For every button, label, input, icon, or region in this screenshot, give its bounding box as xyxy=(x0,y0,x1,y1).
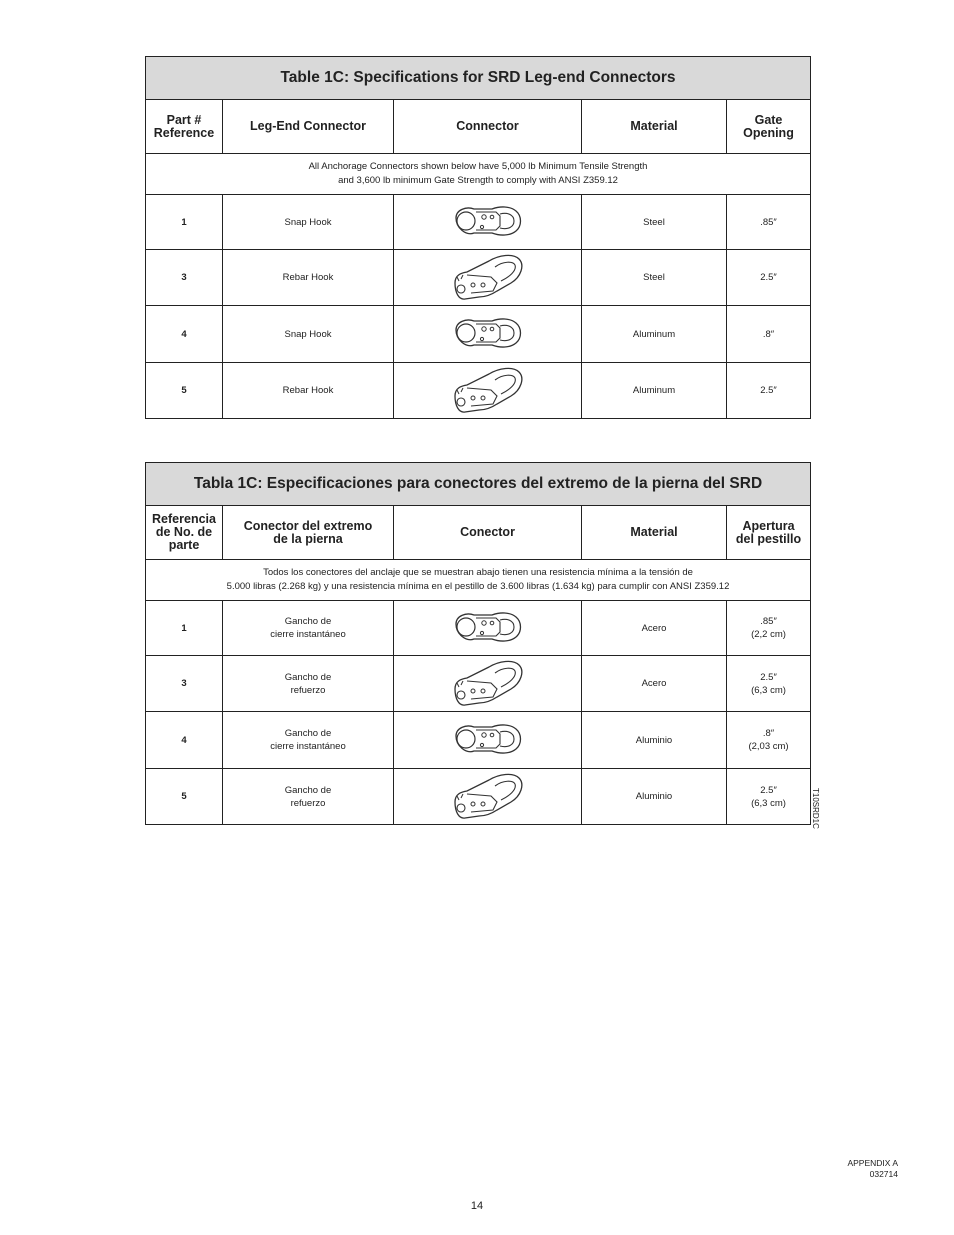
part-reference: 3 xyxy=(146,250,223,306)
gate-opening: .85″ xyxy=(727,195,811,250)
rebar-hook-steel-image xyxy=(394,250,582,306)
table-row xyxy=(146,601,811,656)
table-note: All Anchorage Connectors shown below have 5,000 lb Minimum Tensile Strength and 3,600 lb minimum Gate Strength to comply with ANSI Z359.12 xyxy=(146,154,811,195)
rebar-hook-aluminum-image xyxy=(394,363,582,419)
part-reference: 4 xyxy=(146,712,223,769)
table-row xyxy=(146,306,811,363)
appendix-title: APPENDIX A xyxy=(847,1158,898,1168)
table-row xyxy=(146,656,811,712)
table-note: Todos los conectores del anclaje que se muestran abajo tienen una resistencia mínima a la tensión de 5.000 libras (2.268 kg) y una resistencia mínima en el pestillo de 3.600 libras (1.634 kg) para cumplir con ANSI Z359.12 xyxy=(146,560,811,601)
material: Acero xyxy=(582,656,727,712)
table-row xyxy=(146,712,811,769)
material: Aluminum xyxy=(582,363,727,419)
connector-name: Rebar Hook xyxy=(223,250,394,306)
specs-table-english xyxy=(145,56,811,419)
appendix-code: 032714 xyxy=(869,1169,898,1179)
col-header-leg-end-connector: Leg-End Connector xyxy=(223,100,394,154)
gate-opening: 2.5″ (6,3 cm) xyxy=(727,769,811,825)
part-reference: 5 xyxy=(146,769,223,825)
part-reference: 5 xyxy=(146,363,223,419)
snap-hook-steel-image xyxy=(394,601,582,656)
snap-hook-steel-image xyxy=(394,195,582,250)
material: Steel xyxy=(582,195,727,250)
connector-name: Rebar Hook xyxy=(223,363,394,419)
table-title: Table 1C: Specifications for SRD Leg-end Connectors xyxy=(146,57,811,100)
figure-code-text: T10SRD1C xyxy=(811,788,820,829)
page-number: 14 xyxy=(470,1200,484,1212)
specs-table-spanish xyxy=(145,462,811,825)
snap-hook-aluminum-image xyxy=(394,712,582,769)
connector-name: Gancho de refuerzo xyxy=(223,656,394,712)
part-reference: 4 xyxy=(146,306,223,363)
col-header-material: Material xyxy=(582,506,727,560)
snap-hook-aluminum-image xyxy=(394,306,582,363)
col-header-gate-opening: Gate Opening xyxy=(727,100,811,154)
col-header-part-reference: Part # Reference xyxy=(146,100,223,154)
material: Aluminio xyxy=(582,769,727,825)
connector-name: Gancho de cierre instantáneo xyxy=(223,712,394,769)
gate-opening: .8″ (2,03 cm) xyxy=(727,712,811,769)
connector-name: Gancho de refuerzo xyxy=(223,769,394,825)
col-header-part-reference: Referencia de No. de parte xyxy=(146,506,223,560)
table-row xyxy=(146,769,811,825)
col-header-material: Material xyxy=(582,100,727,154)
table-title: Tabla 1C: Especificaciones para conectores del extremo de la pierna del SRD xyxy=(146,463,811,506)
part-reference: 1 xyxy=(146,601,223,656)
gate-opening: 2.5″ (6,3 cm) xyxy=(727,656,811,712)
gate-opening: 2.5″ xyxy=(727,363,811,419)
material: Steel xyxy=(582,250,727,306)
rebar-hook-steel-image xyxy=(394,656,582,712)
material: Aluminum xyxy=(582,306,727,363)
table-row xyxy=(146,363,811,419)
figure-code xyxy=(806,788,824,828)
col-header-gate-opening: Apertura del pestillo xyxy=(727,506,811,560)
appendix-label xyxy=(847,1158,898,1180)
connector-name: Snap Hook xyxy=(223,195,394,250)
gate-opening: .8″ xyxy=(727,306,811,363)
material: Acero xyxy=(582,601,727,656)
col-header-connector: Conector xyxy=(394,506,582,560)
part-reference: 3 xyxy=(146,656,223,712)
connector-name: Gancho de cierre instantáneo xyxy=(223,601,394,656)
material: Aluminio xyxy=(582,712,727,769)
table-row xyxy=(146,250,811,306)
table-row xyxy=(146,195,811,250)
part-reference: 1 xyxy=(146,195,223,250)
gate-opening: .85″ (2,2 cm) xyxy=(727,601,811,656)
rebar-hook-aluminum-image xyxy=(394,769,582,825)
connector-name: Snap Hook xyxy=(223,306,394,363)
col-header-leg-end-connector: Conector del extremo de la pierna xyxy=(223,506,394,560)
col-header-connector: Connector xyxy=(394,100,582,154)
gate-opening: 2.5″ xyxy=(727,250,811,306)
